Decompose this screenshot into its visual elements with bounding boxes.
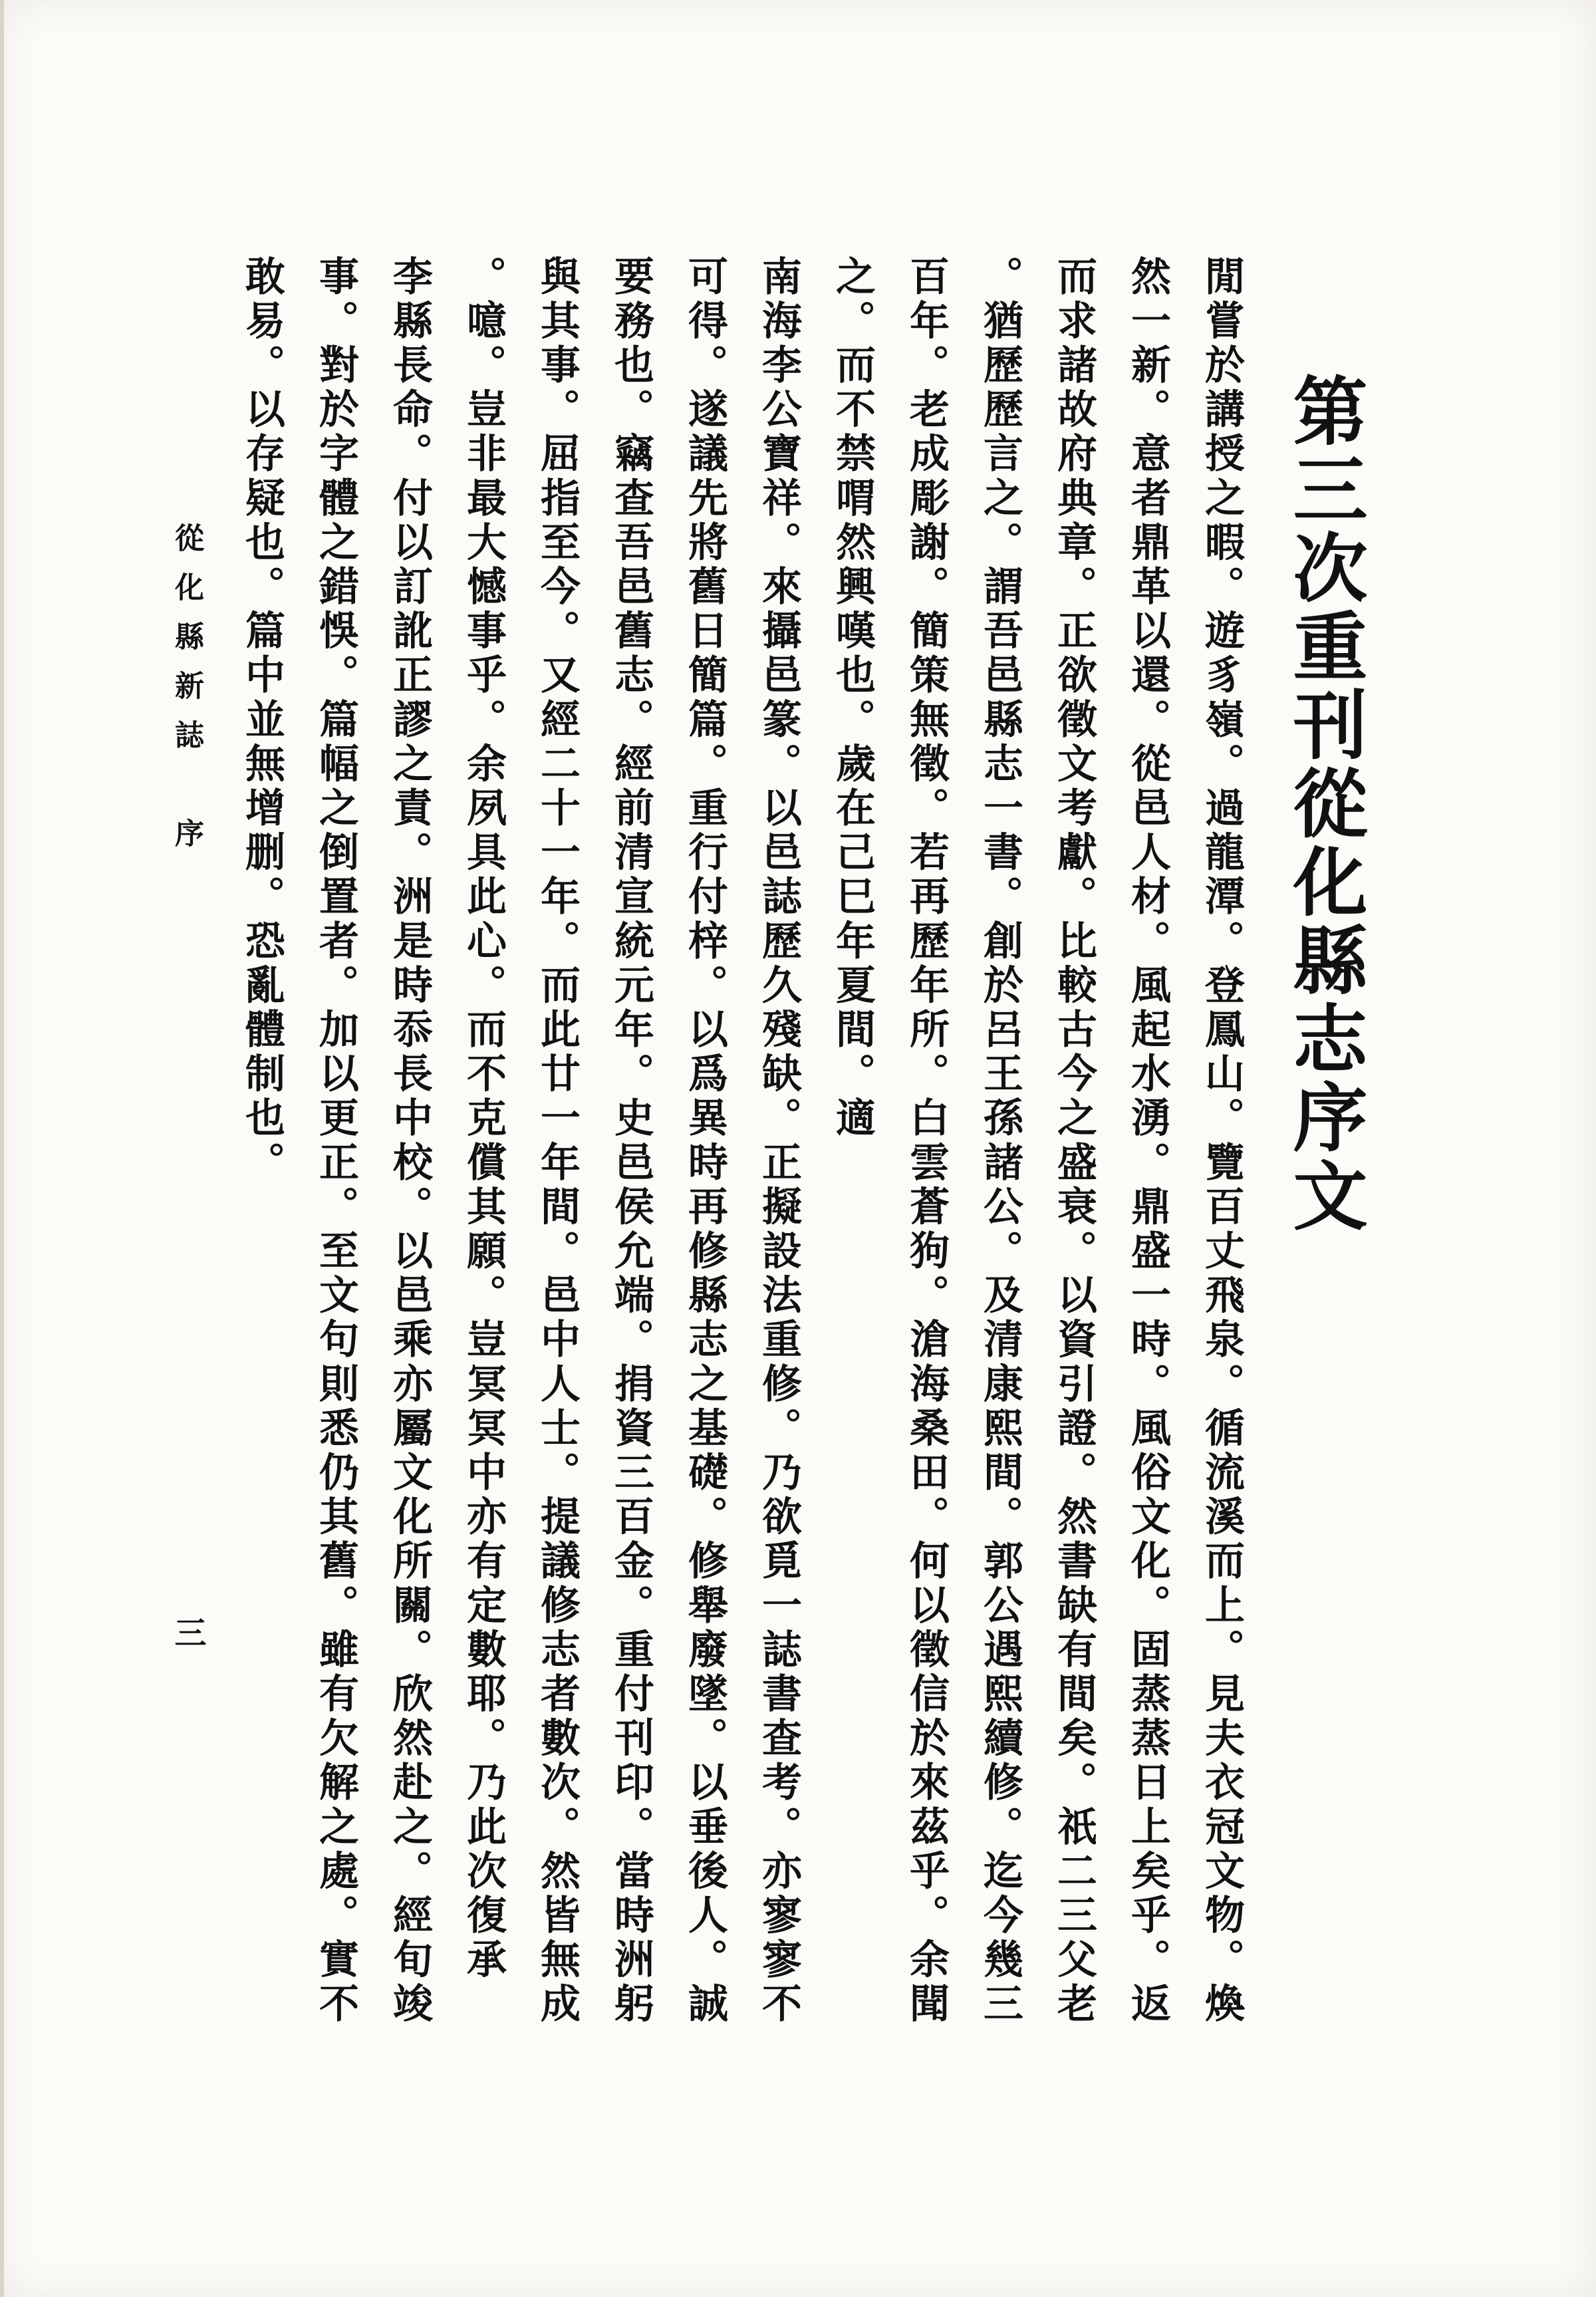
text-column-5: 百年。老成彫謝。簡策無徵。若再歷年所。白雲蒼狗。滄海桑田。何以徵信於來茲乎。余聞 — [903, 255, 950, 2027]
text-column-3: 而求諸故府典章。正欲徵文考獻。比較古今之盛衰。以資引證。然書缺有間矣。祇二三父老 — [1051, 255, 1097, 2027]
text-column-13: 事。對於字體之錯悞。篇幅之倒置者。加以更正。至文句則悉仍其舊。雖有欠解之處。實不 — [313, 255, 359, 2027]
text-column-2: 然一新。意者鼎革以還。從邑人材。風起水湧。鼎盛一時。風俗文化。固蒸蒸日上矣乎。返 — [1125, 255, 1171, 2027]
text-column-12: 李縣長命。付以訂訛正謬之責。洲是時忝長中校。以邑乘亦屬文化所關。欣然赴之。經旬竣 — [386, 255, 433, 2027]
running-footer: 從化縣新誌 序 — [170, 523, 203, 867]
text-column-1: 閒嘗於講授之暇。遊豸嶺。過龍潭。登鳳山。覽百丈飛泉。循流溪而上。見夫衣冠文物。煥 — [1198, 255, 1245, 2027]
text-column-8: 可得。遂議先將舊日簡篇。重行付梓。以爲異時再修縣志之基礎。修舉廢墜。以垂後人。誠 — [682, 255, 728, 2027]
text-column-9: 要務也。竊查吾邑舊志。經前清宣統元年。史邑侯允端。捐資三百金。重付刊印。當時洲躬 — [608, 255, 654, 2027]
text-column-6: 之。而不禁喟然興嘆也。歲在己巳年夏間。適 — [829, 255, 876, 1141]
text-column-4: 。猶歷歷言之。謂吾邑縣志一書。創於呂王孫諸公。及清康熙間。郭公遇熙續修。迄今幾三 — [977, 255, 1023, 2027]
text-column-14: 敢易。以存疑也。篇中並無增删。恐亂體制也。 — [239, 255, 285, 1186]
page-edge — [0, 0, 4, 2297]
text-column-10: 與其事。屈指至今。又經二十一年。而此廿一年間。邑中人士。提議修志者數次。然皆無成 — [534, 255, 581, 2027]
page-number: 三 — [169, 1616, 206, 1648]
text-column-11: 。噫。豈非最大憾事乎。余夙具此心。而不克償其願。豈冥冥中亦有定數耶。乃此次復承 — [460, 255, 507, 1983]
text-column-7: 南海李公寶祥。來攝邑篆。以邑誌歷久殘缺。正擬設法重修。乃欲覓一誌書查考。亦寥寥不 — [755, 255, 802, 2027]
page-title: 第三次重刊從化縣志序文 — [1281, 372, 1368, 1236]
